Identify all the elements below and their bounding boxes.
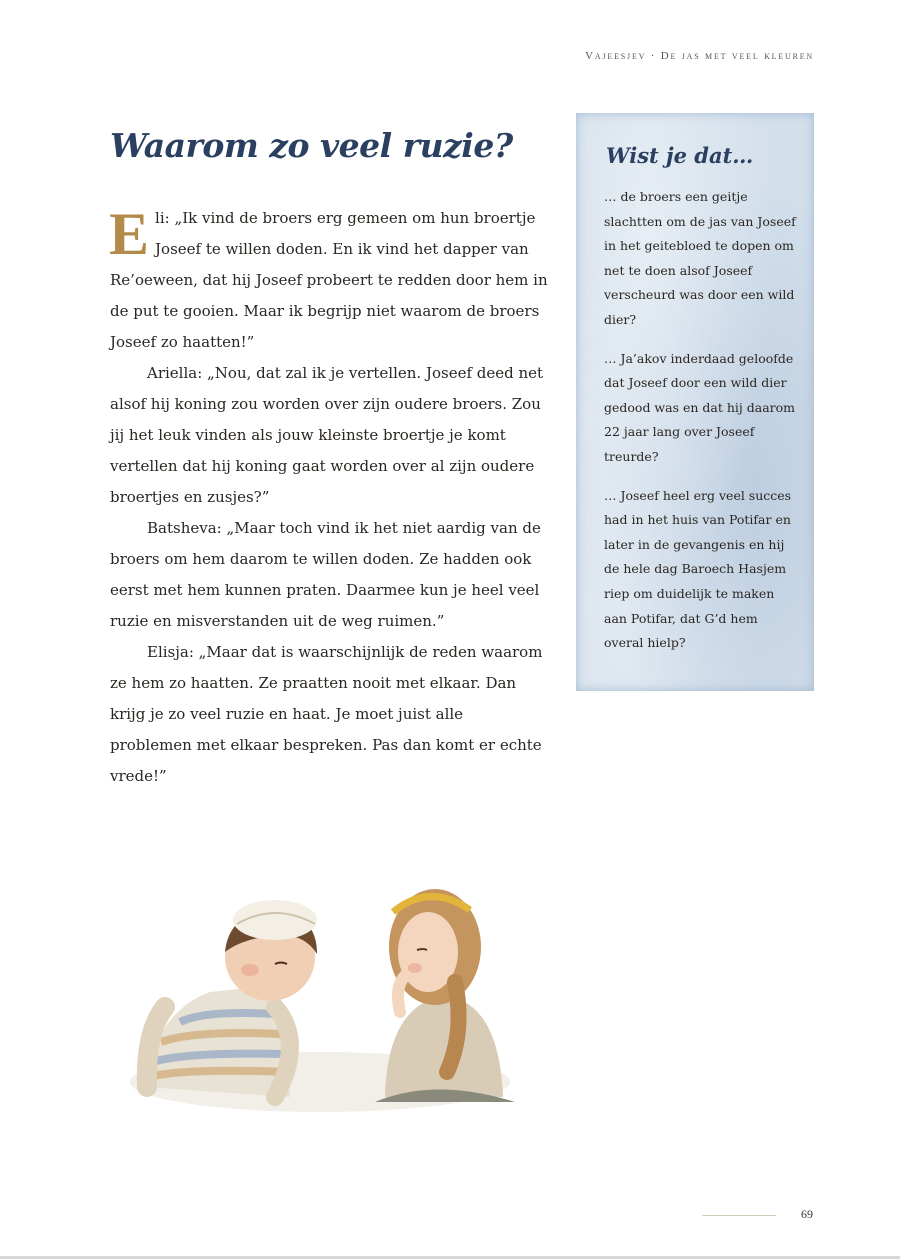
body-text <box>110 203 548 792</box>
boy-figure <box>145 900 317 1097</box>
sidebar-title: Wist je dat… <box>606 143 754 168</box>
fact-item: … Ja’akov inderdaad geloofde dat Joseef door een wild dier gedood was en dat hij daarom 22 jaar lang over Joseef treurde? <box>604 350 795 464</box>
paragraph-batsheva: Batsheva: „Maar toch vind ik het niet aardig van de broers om hem daarom te willen doden. Ze hadden ook eerst met hem kunnen praten. Daarmee kun je heel veel ruzie en misverstanden uit de weg ruimen.” <box>110 519 541 630</box>
page-number: 69 <box>801 1207 813 1221</box>
paragraph-ariella: Ariella: „Nou, dat zal ik je vertellen. Joseef deed net alsof hij koning zou worden over zijn oudere broers. Zou jij het leuk vinden als jouw kleinste broertje je komt vertellen dat hij koning gaat worden over al zijn oudere broertjes en zusjes?” <box>110 364 544 506</box>
footer-rule <box>702 1215 776 1216</box>
girl-figure <box>375 889 515 1102</box>
drop-cap: E <box>109 201 150 267</box>
running-head: Vajeesjev · De jas met veel kleuren <box>585 50 814 62</box>
fact-item: … de broers een geitje slachtten om de jas van Joseef in het geitebloed te dopen om net te doen alsof Joseef verscheurd was door een wild dier? <box>604 189 796 327</box>
children-illustration <box>125 872 525 1117</box>
paragraph-elisja: Elisja: „Maar dat is waarschijnlijk de reden waarom ze hem zo haatten. Ze praatten nooit met elkaar. Dan krijg je zo veel ruzie en haat. Je moet juist alle problemen met elkaar bespreken. Pas dan komt er echte vrede!” <box>110 643 543 785</box>
paragraph-eli <box>110 203 548 358</box>
paragraph-text: li: „Ik vind de broers erg gemeen om hun broertje Joseef te willen doden. En ik vind het dapper van Re’oeween, dat hij Joseef probeert te redden door hem in de put te gooien. Maar ik begrijp niet waarom de broers Joseef zo haatten!” <box>110 209 548 351</box>
fact-item: … Joseef heel erg veel succes had in het huis van Potifar en later in de gevangenis en hij de hele dag Baroech Hasjem riep om duidelijk te maken aan Potifar, dat G’d hem overal hielp? <box>604 487 792 651</box>
page-title: Waarom zo veel ruzie? <box>110 126 513 165</box>
sidebar-body <box>604 185 800 670</box>
did-you-know-box <box>576 113 814 691</box>
